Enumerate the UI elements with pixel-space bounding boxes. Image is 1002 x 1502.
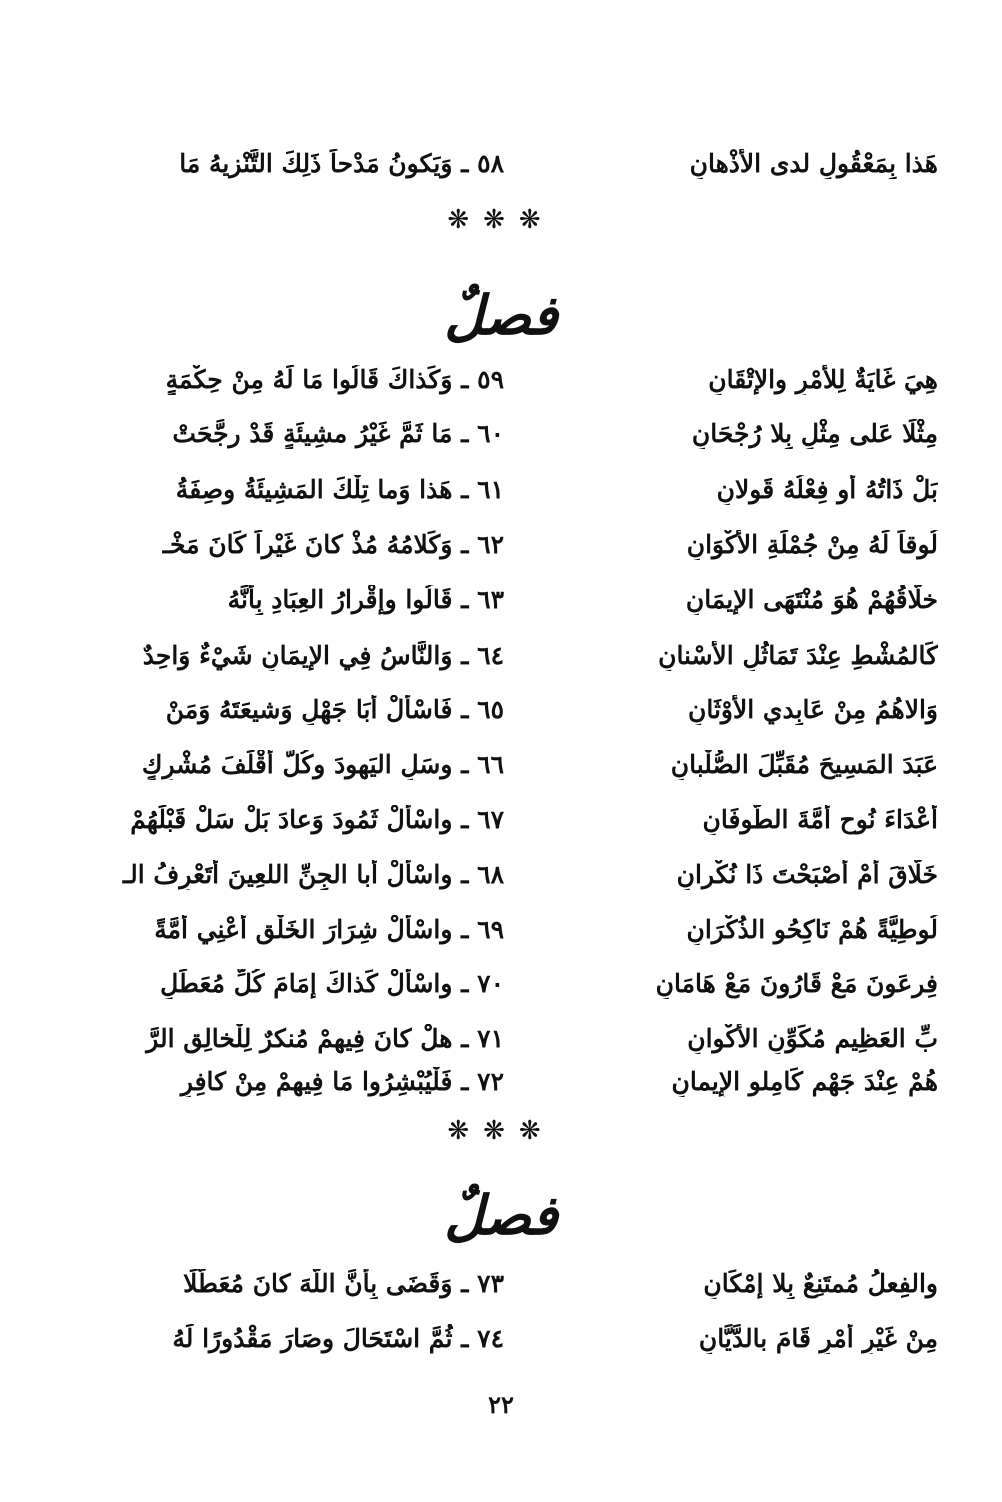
verse-line [64, 139, 938, 189]
verse-second-hemistich: كَالمُشْطِ عِنْدَ تَمَاثُلِ الأسْنانِ [658, 641, 938, 670]
verse-first-hemistich: ٦٥ ـ فَاسْأَلْ أبَا جَهْلٍ وَشيعَتَهُ وَمَنْ [165, 695, 504, 724]
verse-first-hemistich: ٧٠ ـ واسْأَلْ كَذاكَ إمَامَ كُلِّ مُعَطِّلٍ [160, 969, 504, 998]
verse-first-hemistich: ٥٨ ـ وَيَكونُ مَدْحاً ذَلِكَ التَّنْزيهُ مَا [179, 149, 504, 178]
section-separator: ❋❋❋ [447, 1116, 555, 1146]
verse-line [64, 905, 938, 955]
verse-first-hemistich: ٦٨ ـ واسْأَلْ أَبا الجِنِّ اللعِينَ أَتَعْرِفُ الـ [122, 860, 504, 889]
verse-first-hemistich: ٦١ ـ هَذا وَما تِلْكَ المَشِيئَةُ وصِفَةُ [175, 475, 504, 504]
verse-first-hemistich: ٧٢ ـ فَلْيُبْشِرُوا مَا فِيهِمْ مِنْ كافِرٍ [180, 1067, 504, 1096]
verse-line [64, 1259, 938, 1309]
verse-second-hemistich: هَذا بِمَعْقُولٍ لدى الأذْهانِ [689, 149, 938, 178]
verse-line [64, 520, 938, 570]
verse-first-hemistich: ٧٤ ـ ثُمَّ اسْتَحَالَ وصَارَ مَقْدُورًا لَهُ [172, 1324, 504, 1353]
verse-second-hemistich: هُمْ عِنْدَ جَهْمٍ كَامِلو الإِيمانِ [671, 1067, 938, 1096]
verse-second-hemistich: خَلَّاقَ أَمْ أَصْبَحْتَ ذَا نُكْرانِ [676, 860, 938, 889]
section-separator: ❋❋❋ [447, 205, 555, 235]
verse-first-hemistich: ٦٩ ـ واسْأَلْ شِرَارَ الخَلْقِ أعْنِي أُمَّةً [154, 915, 504, 944]
verse-second-hemistich: فِرعَونَ مَعْ قَارُونَ مَعْ هَامَانِ [655, 969, 938, 998]
verse-second-hemistich: بِّ العَظِيمِ مُكَوِّنِ الأكْوانِ [687, 1024, 938, 1053]
verse-first-hemistich: ٦٤ ـ وَالنَّاسُ فِي الإيمَانِ شَيْءٌ وَاحِدٌ [142, 641, 504, 670]
verse-line [64, 575, 938, 625]
verse-second-hemistich: والفِعلُ مُمتَنِعٌ بِلا إمْكَانِ [703, 1269, 938, 1298]
verse-first-hemistich: ٦٧ ـ واسْأَلْ ثَمُودَ وَعادَ بَلْ سَلْ قَبْلَهُمْ [130, 805, 504, 834]
verse-line [64, 959, 938, 1009]
page-number: ٢٢ [488, 1390, 514, 1419]
verse-first-hemistich: ٧٣ ـ وَقَضَى بِأنَّ اللَّهَ كانَ مُعَطَّلًا [183, 1269, 504, 1298]
verse-second-hemistich: مِنْ غَيْرِ أمْرٍ قَامَ بالدَّيَّانِ [698, 1324, 938, 1353]
verse-second-hemistich: هِيَ غَايَةٌ لِلأَمْرِ والإتْقَانِ [708, 365, 938, 394]
verse-first-hemistich: ٦٦ ـ وسَلِ اليَهودَ وكُلَّ أقْلَفَ مُشْرِكٍ [141, 750, 504, 779]
verse-line [64, 740, 938, 790]
verse-line [64, 355, 938, 405]
verse-first-hemistich: ٦٠ ـ مَا ثَمَّ غَيْرُ مشِيئَةٍ قَدْ رجَّحَتْ [172, 419, 504, 448]
verse-line [64, 631, 938, 681]
verse-second-hemistich: بَلْ ذَاتُهُ أو فِعْلُهُ قَولانِ [716, 475, 938, 504]
verse-line [64, 1314, 938, 1364]
section-heading: فصلٌ [444, 1183, 558, 1247]
verse-first-hemistich: ٧١ ـ هلْ كانَ فِيهِمْ مُنكرٌ لِلْخالِقِ الرَّ [146, 1024, 504, 1053]
verse-line [64, 409, 938, 459]
verse-line [64, 850, 938, 900]
verse-second-hemistich: مِثْلًا عَلى مِثْلٍ بِلا رُجْحَانِ [691, 419, 938, 448]
verse-second-hemistich: عَبَدَ المَسِيحَ مُقَبِّلَ الصُّلْبانِ [670, 750, 938, 779]
verse-first-hemistich: ٦٢ ـ وَكَلامُهُ مُذْ كانَ غَيْراً كَانَ مَخْـ [162, 530, 504, 559]
verse-second-hemistich: وَالاهُمُ مِنْ عَابِدي الأوْثَانِ [687, 695, 938, 724]
verse-second-hemistich: خلَّاقُهُمْ هُوَ مُنْتَهَى الإِيمَانِ [685, 585, 938, 614]
verse-second-hemistich: لُوقاً لَهُ مِنْ جُمْلَةِ الأكْوَانِ [686, 530, 938, 559]
section-heading: فصلٌ [444, 283, 558, 347]
verse-line [64, 795, 938, 845]
verse-first-hemistich: ٦٣ ـ قَالُوا وإقْرارُ العِبَادِ بِأَنَّهُ [227, 585, 504, 614]
verse-second-hemistich: لُوطِيَّةً هُمْ نَاكِحُو الذُكْرَانِ [686, 915, 938, 944]
verse-first-hemistich: ٥٩ ـ وَكَذاكَ قَالُوا مَا لَهُ مِنْ حِكْمَةٍ [165, 365, 504, 394]
verse-line [64, 1057, 938, 1107]
verse-line [64, 685, 938, 735]
verse-line [64, 465, 938, 515]
verse-second-hemistich: أعْدَاءَ نُوحٍ أُمَّةَ الطُّوفَانِ [702, 805, 938, 834]
